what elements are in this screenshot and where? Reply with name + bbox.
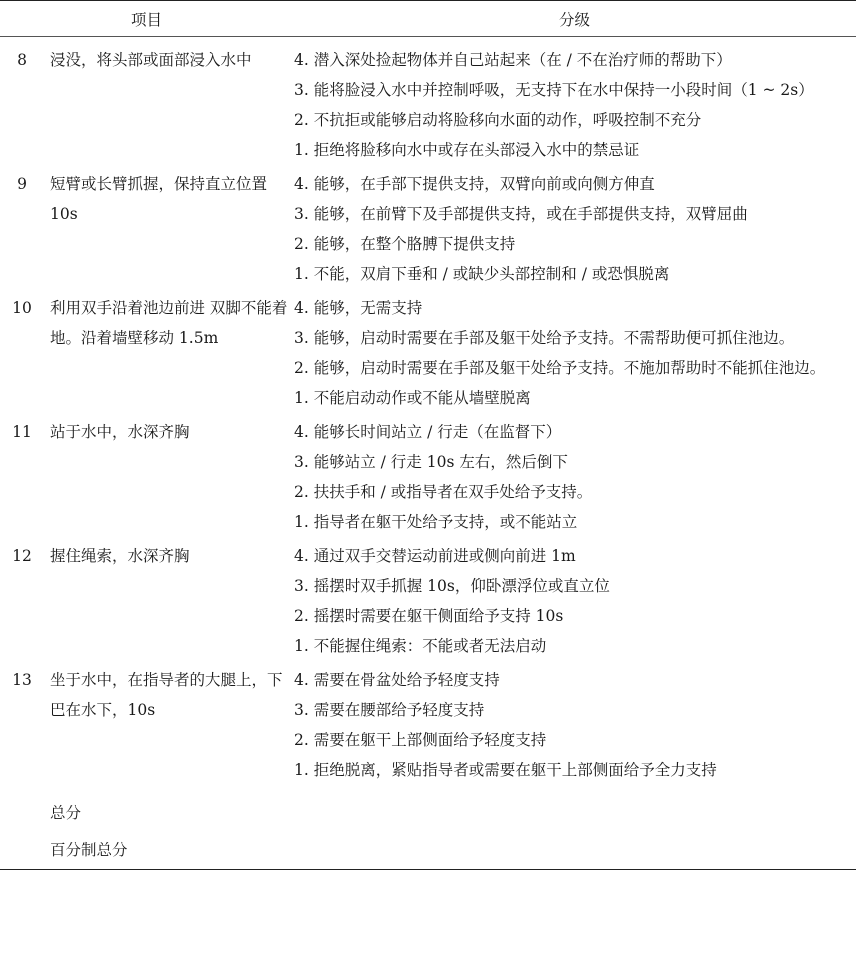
table-row bbox=[0, 45, 856, 165]
grade-level: 3. 能够，在前臂下及手部提供支持，或在手部提供支持，双臂屈曲 bbox=[294, 205, 748, 223]
header-grade: 分级 bbox=[558, 10, 590, 29]
grade-level: 2. 摇摆时需要在躯干侧面给予支持 10s bbox=[294, 607, 564, 625]
grade-level: 1. 拒绝脱离，紧贴指导者或需要在躯干上部侧面给予全力支持 bbox=[294, 761, 717, 779]
grade-level: 2. 扶扶手和 / 或指导者在双手处给予支持。 bbox=[294, 483, 593, 501]
item-number: 9 bbox=[17, 175, 27, 193]
grade-list bbox=[294, 541, 856, 661]
table-row bbox=[0, 665, 856, 785]
item-description: 坐于水中，在指导者的大腿上，下巴在水下，10s bbox=[50, 671, 283, 719]
item-number: 8 bbox=[17, 51, 27, 69]
table-header bbox=[0, 1, 856, 36]
percent-total-row bbox=[0, 834, 856, 867]
grade-level: 4. 通过双手交替运动前进或侧向前进 1m bbox=[294, 547, 576, 565]
grade-level: 4. 能够长时间站立 / 行走（在监督下） bbox=[294, 423, 562, 441]
item-number: 10 bbox=[12, 299, 32, 317]
grade-level: 4. 需要在骨盆处给予轻度支持 bbox=[294, 671, 500, 689]
item-number: 11 bbox=[12, 423, 32, 441]
grade-level: 3. 摇摆时双手抓握 10s，仰卧漂浮位或直立位 bbox=[294, 577, 610, 595]
grade-level: 1. 不能，双肩下垂和 / 或缺少头部控制和 / 或恐惧脱离 bbox=[294, 265, 670, 283]
table-row bbox=[0, 541, 856, 661]
grade-level: 3. 能够站立 / 行走 10s 左右，然后倒下 bbox=[294, 453, 568, 471]
grade-list bbox=[294, 45, 856, 165]
grade-level: 3. 能够，启动时需要在手部及躯干处给予支持。不需帮助便可抓住池边。 bbox=[294, 329, 795, 347]
total-label: 总分 bbox=[50, 804, 82, 822]
table-row bbox=[0, 293, 856, 413]
table-body bbox=[0, 37, 856, 785]
item-description: 浸没，将头部或面部浸入水中 bbox=[50, 51, 252, 69]
grade-list bbox=[294, 665, 856, 785]
total-row bbox=[0, 797, 856, 830]
grade-level: 2. 需要在躯干上部侧面给予轻度支持 bbox=[294, 731, 547, 749]
grade-level: 2. 能够，启动时需要在手部及躯干处给予支持。不施加帮助时不能抓住池边。 bbox=[294, 359, 826, 377]
grade-level: 1. 不能握住绳索：不能或者无法启动 bbox=[294, 637, 547, 655]
grade-level: 2. 能够，在整个胳膊下提供支持 bbox=[294, 235, 516, 253]
item-description: 利用双手沿着池边前进 双脚不能着地。沿着墙壁移动 1.5m bbox=[50, 299, 288, 347]
grade-level: 4. 能够，无需支持 bbox=[294, 299, 423, 317]
item-description: 站于水中，水深齐胸 bbox=[50, 423, 190, 441]
grade-list bbox=[294, 293, 856, 413]
item-description: 短臂或长臂抓握，保持直立位置 10s bbox=[50, 175, 268, 223]
grade-level: 2. 不抗拒或能够启动将脸移向水面的动作，呼吸控制不充分 bbox=[294, 111, 702, 129]
header-item: 项目 bbox=[130, 10, 162, 29]
grade-list bbox=[294, 417, 856, 537]
table-row bbox=[0, 169, 856, 289]
item-description: 握住绳索，水深齐胸 bbox=[50, 547, 190, 565]
grade-level: 3. 能将脸浸入水中并控制呼吸，无支持下在水中保持一小段时间（1 ~ 2s） bbox=[294, 81, 814, 99]
bottom-rule bbox=[0, 869, 856, 870]
grade-level: 1. 不能启动动作或不能从墙壁脱离 bbox=[294, 389, 531, 407]
grade-level: 1. 拒绝将脸移向水中或存在头部浸入水中的禁忌证 bbox=[294, 141, 640, 159]
item-number: 12 bbox=[12, 547, 32, 565]
grade-list bbox=[294, 169, 856, 289]
grade-level: 1. 指导者在躯干处给予支持，或不能站立 bbox=[294, 513, 578, 531]
item-number: 13 bbox=[12, 671, 32, 689]
percent-total-label: 百分制总分 bbox=[50, 841, 128, 859]
grade-level: 4. 能够，在手部下提供支持，双臂向前或向侧方伸直 bbox=[294, 175, 655, 193]
table-row bbox=[0, 417, 856, 537]
grade-level: 4. 潜入深处捡起物体并自己站起来（在 / 不在治疗师的帮助下） bbox=[294, 51, 732, 69]
grade-level: 3. 需要在腰部给予轻度支持 bbox=[294, 701, 485, 719]
